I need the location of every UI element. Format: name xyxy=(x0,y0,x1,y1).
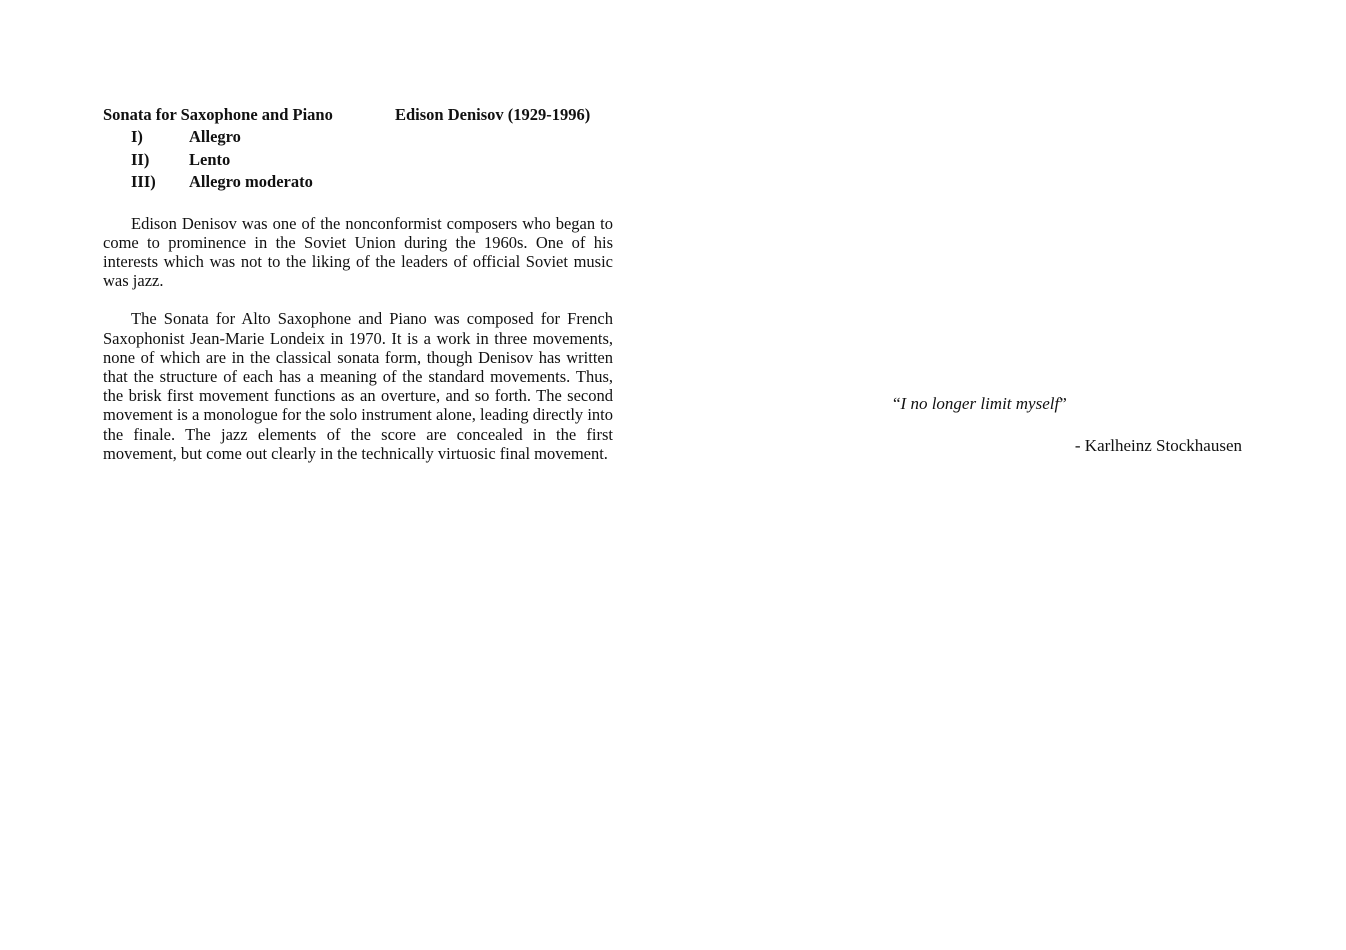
description-paragraph: The Sonata for Alto Saxophone and Piano was composed for French Saxophonist Jean-Marie Londeix in 1970. It is a work in three movements, none of which are in the classical sonata form, though Denisov has written that the structure of each has a meaning of the standard movements. Thus, the brisk first movement functions as an overture, and so forth. The second movement is a monologue for the solo instrument alone, leading directly into the finale. The jazz elements of the score are concealed in the first movement, but come out clearly in the technically virtuosic final movement. xyxy=(103,309,613,463)
program-note xyxy=(103,104,613,463)
quote-open-mark: “ xyxy=(893,394,901,413)
movement-item xyxy=(103,149,613,172)
movement-name: Lento xyxy=(189,149,231,169)
movement-item xyxy=(103,171,613,194)
movement-name: Allegro moderato xyxy=(189,172,313,191)
movement-list xyxy=(103,126,613,194)
movement-name: Allegro xyxy=(189,127,241,146)
movement-number: II) xyxy=(131,149,150,169)
intro-paragraph: Edison Denisov was one of the nonconformist composers who began to come to prominence in the Soviet Union during the 1960s. One of his interests which was not to the liking of the leaders of official Soviet music was jazz. xyxy=(103,213,613,291)
composer-name: Edison Denisov (1929-1996) xyxy=(395,105,591,124)
quote-attribution: - Karlheinz Stockhausen xyxy=(1074,436,1242,455)
piece-title: Sonata for Saxophone and Piano xyxy=(103,105,333,124)
movement-number: I) xyxy=(131,127,143,146)
program-header xyxy=(103,104,613,126)
quote-close-mark: ” xyxy=(1059,394,1067,413)
quote-text: I no longer limit myself xyxy=(900,394,1060,413)
quote xyxy=(893,392,1067,416)
movement-number: III) xyxy=(131,172,156,191)
movement-item xyxy=(103,126,613,149)
